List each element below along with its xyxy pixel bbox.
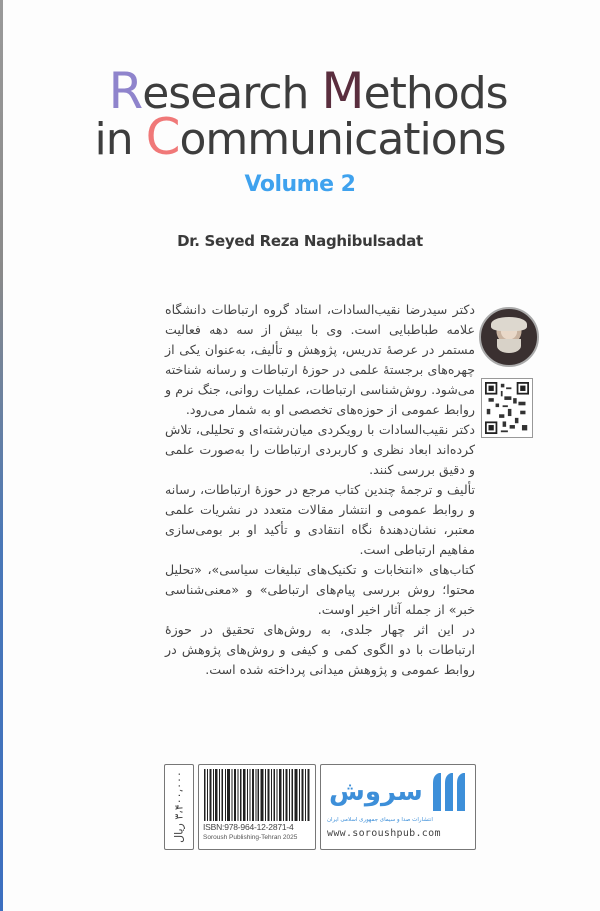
author-bio bbox=[165, 300, 475, 680]
bio-paragraph: دکتر سیدرضا نقیب‌السادات، استاد گروه ارتباطات دانشگاه علامه طباطبایی است. وی با بیش از سه دهه فعالیت مستمر در عرصهٔ تدریس، پژوهش و تألیف، به‌عنوان یکی از چهره‌های برجستهٔ علمی در حوزهٔ ارتباطات و رسانه شناخته می‌شود. روش‌شناسی ارتباطات، عملیات روانی، جنگ نرم و روابط عمومی از حوزه‌های تخصصی او به شمار می‌رود. bbox=[165, 302, 475, 417]
barcode-box bbox=[198, 764, 316, 850]
price-label bbox=[164, 764, 194, 850]
publisher-logo-box bbox=[320, 764, 476, 850]
title-text: ethods bbox=[363, 68, 508, 119]
publisher-url[interactable]: www.soroushpub.com bbox=[327, 828, 441, 839]
bio-paragraph: دکتر نقیب‌السادات با رویکردی میان‌رشته‌ای و تحلیلی، تلاش کرده‌اند ابعاد نظری و کاربردی ارتباطات را به‌صورت علمی و دقیق بررسی کنند. bbox=[165, 422, 475, 477]
bio-paragraph: کتاب‌های «انتخابات و تکنیک‌های تبلیغات سیاسی»، «تحلیل محتوا؛ روش بررسی پیام‌های ارتباطی» و «معنی‌شناسی خبر» از جمله آثار اخیر اوست. bbox=[165, 562, 475, 617]
author-name: Dr. Seyed Reza Naghibulsadat bbox=[177, 232, 423, 250]
publisher-subtitle: انتشارات صدا و سیمای جمهوری اسلامی ایران bbox=[327, 817, 433, 823]
bio-paragraph: در این اثر چهار جلدی، به روش‌های تحقیق در حوزهٔ ارتباطات با دو الگوی کمی و کیفی و روش‌های پژوهش در روابط عمومی و پژوهش میدانی پرداخته شده است. bbox=[165, 622, 475, 677]
volume-label: Volume 2 bbox=[244, 172, 356, 197]
title-line-2 bbox=[0, 108, 600, 166]
bio-paragraph: تألیف و ترجمهٔ چندین کتاب مرجع در حوزهٔ ارتباطات، رسانه و روابط عمومی و انتشار مقالات متعدد در نشریات علمی معتبر، نشان‌دهندهٔ نگاه انتقادی و تأکید او بر بومی‌سازی مفاهیم ارتباطی است. bbox=[165, 482, 475, 557]
title-text: ommunications bbox=[179, 114, 506, 165]
isbn-text: ISBN:978-964-12-2871-4 bbox=[203, 822, 294, 832]
title-cap-c: C bbox=[145, 108, 180, 166]
qr-code-icon[interactable] bbox=[481, 378, 533, 438]
publisher-name: سروش bbox=[329, 777, 423, 807]
qr-pattern bbox=[485, 382, 529, 434]
title-text: esearch bbox=[142, 68, 322, 119]
title-text: in bbox=[94, 114, 146, 165]
photo-hair bbox=[491, 317, 527, 331]
author-photo bbox=[479, 307, 539, 367]
barcode-icon bbox=[204, 769, 310, 821]
title-cap-r: R bbox=[108, 62, 143, 120]
photo-beard bbox=[497, 339, 521, 353]
publisher-logo-icon bbox=[431, 771, 467, 811]
imprint-text: Soroush Publishing-Tehran 2025 bbox=[203, 834, 298, 841]
title-cap-m: M bbox=[321, 62, 364, 120]
price-text: ۳،۴۰۰،۰۰۰ ریال bbox=[172, 771, 186, 843]
